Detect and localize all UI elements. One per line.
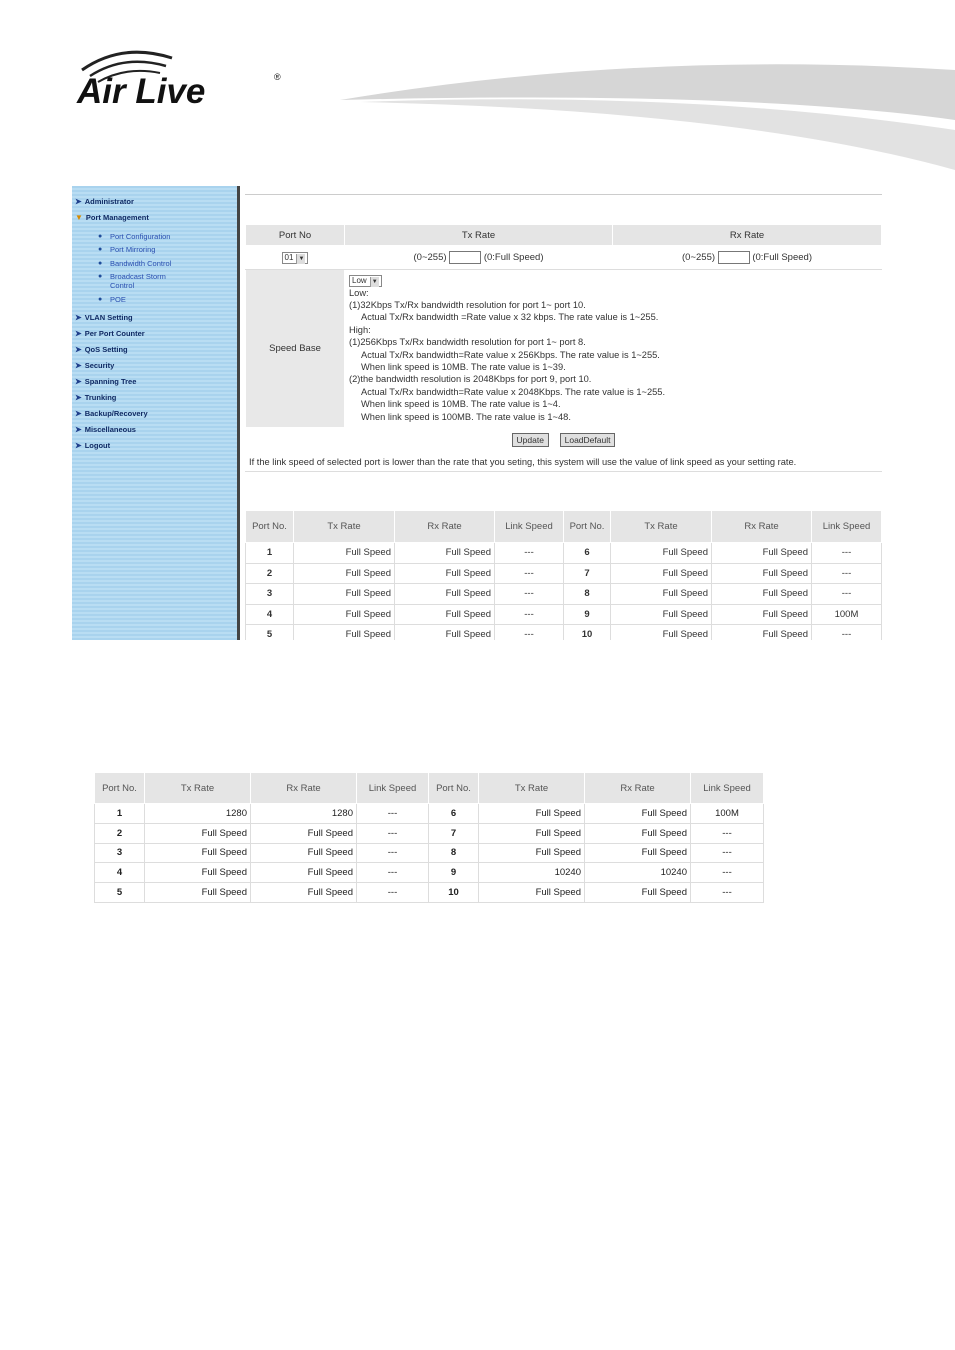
sidebar-subitem-port-mirroring[interactable] — [98, 245, 200, 254]
link-speed-cell: 100M — [812, 604, 882, 625]
col-rx-rate: Rx Rate — [251, 773, 357, 804]
dropdown-arrow-icon: ▼ — [370, 277, 379, 287]
col-rx-rate: Rx Rate — [712, 511, 812, 543]
link-speed-cell: --- — [495, 584, 564, 605]
rx-rate-cell: 1280 — [251, 804, 357, 824]
arrow-right-icon: ➤ — [75, 425, 82, 434]
port-no-cell: 3 — [246, 584, 294, 605]
sidebar-item-label: Security — [84, 361, 115, 370]
tx-rate-cell: Full Speed — [145, 843, 251, 863]
link-speed-cell: --- — [495, 543, 564, 564]
port-no-cell: 9 — [564, 604, 611, 625]
sidebar-subitem-poe[interactable] — [98, 295, 200, 304]
sidebar-item-label: QoS Setting — [84, 345, 128, 354]
airlive-logo — [62, 40, 292, 110]
speed-line: When link speed is 10MB. The rate value is 1~4. — [361, 399, 561, 410]
arrow-right-icon: ➤ — [75, 393, 82, 402]
speed-base-label: Speed Base — [246, 270, 345, 428]
arrow-right-icon: ➤ — [75, 361, 82, 370]
link-speed-cell: --- — [812, 584, 882, 605]
status-table-body — [246, 543, 882, 641]
speed-line: High: — [349, 324, 371, 335]
rx-rate-cell: Full Speed — [712, 625, 812, 641]
switch-web-ui — [72, 186, 882, 640]
load-default-button[interactable]: LoadDefault — [560, 433, 616, 447]
dropdown-arrow-icon: ▼ — [296, 254, 305, 264]
col-tx-rate: Tx Rate — [611, 511, 712, 543]
port-no-cell: 3 — [95, 843, 145, 863]
speed-line: Actual Tx/Rx bandwidth =Rate value x 32 kbps. The rate value is 1~255. — [361, 312, 659, 323]
sidebar-item-label: Miscellaneous — [84, 425, 136, 434]
port-no-cell: 6 — [429, 804, 479, 824]
tx-rate-cell — [345, 246, 613, 270]
tx-full-speed-hint: (0:Full Speed) — [483, 252, 544, 264]
rx-rate-input[interactable] — [718, 251, 750, 264]
arrow-down-icon: ▼ — [75, 213, 83, 222]
port-no-cell: 5 — [95, 883, 145, 903]
logo-text: Air Live — [77, 72, 206, 110]
link-speed-cell: --- — [357, 863, 429, 883]
link-speed-cell: --- — [812, 625, 882, 641]
rx-rate-cell: Full Speed — [251, 823, 357, 843]
tx-rate-cell: Full Speed — [611, 563, 712, 584]
col-link-speed: Link Speed — [691, 773, 764, 804]
tx-rate-cell: Full Speed — [611, 543, 712, 564]
col-tx-rate: Tx Rate — [145, 773, 251, 804]
sidebar-menu — [72, 186, 237, 640]
tx-rate-cell: Full Speed — [479, 843, 585, 863]
port-no-cell: 7 — [429, 823, 479, 843]
table-row — [246, 604, 882, 625]
port-no-cell: 10 — [564, 625, 611, 641]
rx-rate-cell: Full Speed — [395, 584, 495, 605]
speed-line: When link speed is 10MB. The rate value is 1~39. — [361, 361, 566, 372]
rx-rate-cell: Full Speed — [395, 604, 495, 625]
col-port-no: Port No. — [564, 511, 611, 543]
speed-line: When link speed is 100MB. The rate value is 1~48. — [361, 411, 571, 422]
rx-rate-cell: Full Speed — [712, 584, 812, 605]
table-row — [95, 823, 764, 843]
sidebar-subitem-broadcast-storm-control[interactable] — [98, 272, 180, 290]
rx-rate-cell: Full Speed — [712, 563, 812, 584]
table-row — [95, 804, 764, 824]
sidebar-item-vlan-setting[interactable] — [75, 313, 133, 322]
subitem-label: Bandwidth Control — [110, 259, 172, 268]
link-speed-cell: --- — [691, 883, 764, 903]
port-no-cell: 4 — [95, 863, 145, 883]
rx-rate-cell: Full Speed — [251, 843, 357, 863]
arrow-right-icon: ➤ — [75, 345, 82, 354]
sidebar-item-label: Port Management — [85, 213, 149, 222]
col-rx-rate: Rx Rate — [395, 511, 495, 543]
sidebar-item-qos-setting[interactable] — [75, 345, 128, 354]
speed-base-cell — [345, 270, 882, 428]
sidebar-item-label: VLAN Setting — [84, 313, 133, 322]
sidebar-item-port-management[interactable] — [75, 213, 149, 222]
link-speed-cell: --- — [812, 563, 882, 584]
subitem-label: POE — [110, 295, 126, 304]
sidebar-item-backup-recovery[interactable] — [75, 409, 148, 418]
sidebar-item-spanning-tree[interactable] — [75, 377, 136, 386]
update-button[interactable]: Update — [512, 433, 549, 447]
col-port-no: Port No. — [95, 773, 145, 804]
rx-rate-cell: Full Speed — [395, 543, 495, 564]
link-speed-cell: --- — [357, 823, 429, 843]
tx-rate-cell: 1280 — [145, 804, 251, 824]
port-no-cell: 4 — [246, 604, 294, 625]
tx-rate-cell: 10240 — [479, 863, 585, 883]
header-rx-rate: Rx Rate — [613, 225, 882, 246]
header-port-no: Port No — [246, 225, 345, 246]
tx-rate-cell: Full Speed — [145, 823, 251, 843]
main-content — [245, 186, 882, 640]
rx-rate-cell: Full Speed — [395, 625, 495, 641]
col-link-speed: Link Speed — [495, 511, 564, 543]
link-speed-cell: --- — [495, 604, 564, 625]
tx-rate-cell: Full Speed — [294, 563, 395, 584]
link-speed-cell: --- — [691, 863, 764, 883]
col-tx-rate: Tx Rate — [479, 773, 585, 804]
table-row — [246, 543, 882, 564]
tx-rate-cell: Full Speed — [479, 823, 585, 843]
port-select-value: 01 — [284, 252, 294, 262]
rx-rate-cell: 10240 — [585, 863, 691, 883]
tx-rate-cell: Full Speed — [294, 543, 395, 564]
rx-rate-cell: Full Speed — [251, 863, 357, 883]
button-row — [246, 428, 882, 452]
tx-rate-cell: Full Speed — [145, 863, 251, 883]
bandwidth-config-table — [245, 224, 882, 472]
sidebar-item-administrator[interactable] — [75, 197, 134, 206]
link-speed-cell: --- — [691, 823, 764, 843]
arrow-right-icon: ➤ — [75, 409, 82, 418]
table-row — [246, 563, 882, 584]
col-link-speed: Link Speed — [812, 511, 882, 543]
link-speed-cell: --- — [495, 563, 564, 584]
rx-rate-cell: Full Speed — [712, 543, 812, 564]
port-no-cell: 10 — [429, 883, 479, 903]
tx-rate-cell: Full Speed — [611, 625, 712, 641]
sidebar-item-per-port-counter[interactable] — [75, 329, 145, 338]
speed-line: (2)the bandwidth resolution is 2048Kbps for port 9, port 10. — [349, 374, 592, 385]
port-no-cell: 5 — [246, 625, 294, 641]
col-tx-rate: Tx Rate — [294, 511, 395, 543]
arrow-right-icon: ➤ — [75, 441, 82, 450]
table-row — [95, 863, 764, 883]
tx-rate-cell: Full Speed — [611, 604, 712, 625]
col-rx-rate: Rx Rate — [585, 773, 691, 804]
bullet-icon: ● — [98, 296, 103, 303]
link-speed-cell: --- — [691, 843, 764, 863]
sidebar-item-label: Administrator — [84, 197, 134, 206]
port-no-cell: 1 — [95, 804, 145, 824]
tx-rate-input[interactable] — [449, 251, 481, 264]
link-speed-cell: --- — [357, 843, 429, 863]
port-no-cell: 8 — [429, 843, 479, 863]
link-speed-cell: --- — [357, 804, 429, 824]
link-speed-cell: --- — [495, 625, 564, 641]
subitem-label: Port Mirroring — [110, 245, 156, 254]
sidebar-item-security[interactable] — [75, 361, 114, 370]
speed-base-select[interactable] — [349, 275, 382, 287]
rx-full-speed-hint: (0:Full Speed) — [752, 252, 812, 264]
bullet-icon: ● — [98, 233, 103, 240]
port-no-cell: 6 — [564, 543, 611, 564]
rx-rate-cell — [613, 246, 882, 270]
sidebar-item-label: Spanning Tree — [84, 377, 137, 386]
port-no-cell: 2 — [246, 563, 294, 584]
arrow-right-icon: ➤ — [75, 197, 82, 206]
example-table-body — [95, 804, 764, 903]
tx-rate-cell: Full Speed — [294, 584, 395, 605]
sidebar-item-miscellaneous[interactable] — [75, 425, 136, 434]
subitem-label: Port Configuration — [110, 232, 171, 241]
tx-rate-cell: Full Speed — [479, 804, 585, 824]
table-row — [246, 584, 882, 605]
header-swoosh — [340, 60, 955, 180]
subitem-label: Broadcast Storm Control — [110, 272, 166, 290]
port-no-cell: 7 — [564, 563, 611, 584]
sidebar-item-logout[interactable] — [75, 441, 110, 450]
bullet-icon: ● — [98, 246, 103, 253]
link-speed-cell: --- — [812, 543, 882, 564]
bandwidth-status-table — [245, 510, 882, 640]
speed-line: (1)32Kbps Tx/Rx bandwidth resolution for port 1~ port 10. — [349, 299, 586, 310]
speed-line: Low: — [349, 287, 369, 298]
table-row — [95, 843, 764, 863]
col-link-speed: Link Speed — [357, 773, 429, 804]
port-no-cell: 2 — [95, 823, 145, 843]
tx-range-text: (0~255) — [413, 252, 447, 264]
rx-rate-cell: Full Speed — [585, 823, 691, 843]
port-select-cell — [246, 246, 345, 270]
top-rule — [245, 194, 882, 195]
link-speed-cell: 100M — [691, 804, 764, 824]
rx-rate-cell: Full Speed — [585, 883, 691, 903]
port-no-cell: 1 — [246, 543, 294, 564]
sidebar-subitem-port-configuration[interactable] — [98, 232, 200, 241]
sidebar-item-trunking[interactable] — [75, 393, 116, 402]
sidebar-item-label: Per Port Counter — [84, 329, 145, 338]
bullet-icon: ● — [98, 260, 103, 267]
header-tx-rate: Tx Rate — [345, 225, 613, 246]
arrow-right-icon: ➤ — [75, 329, 82, 338]
bullet-icon: ● — [98, 273, 103, 280]
rx-range-text: (0~255) — [682, 252, 716, 264]
sidebar-divider — [237, 186, 240, 640]
tx-rate-cell: Full Speed — [294, 625, 395, 641]
logo-registered-mark: ® — [274, 72, 281, 82]
arrow-right-icon: ➤ — [75, 377, 82, 386]
tx-rate-cell: Full Speed — [479, 883, 585, 903]
speed-line: Actual Tx/Rx bandwidth=Rate value x 2048Kbps. The rate value is 1~255. — [361, 386, 666, 397]
speed-base-select-value: Low — [352, 275, 367, 285]
port-select[interactable] — [282, 252, 309, 264]
tx-rate-cell: Full Speed — [611, 584, 712, 605]
table-row — [95, 883, 764, 903]
sidebar-subitem-bandwidth-control[interactable] — [98, 259, 200, 268]
port-no-cell: 8 — [564, 584, 611, 605]
rx-rate-cell: Full Speed — [712, 604, 812, 625]
col-port-no: Port No. — [246, 511, 294, 543]
rx-rate-cell: Full Speed — [585, 804, 691, 824]
tx-rate-cell: Full Speed — [294, 604, 395, 625]
col-port-no: Port No. — [429, 773, 479, 804]
sidebar-item-label: Backup/Recovery — [84, 409, 148, 418]
speed-line: Actual Tx/Rx bandwidth=Rate value x 256Kbps. The rate value is 1~255. — [361, 349, 660, 360]
link-speed-note: If the link speed of selected port is lower than the rate that you seting, this system will use the value of link speed as your setting rate. — [246, 452, 882, 472]
sidebar-item-label: Trunking — [84, 393, 117, 402]
rx-rate-cell: Full Speed — [585, 843, 691, 863]
rx-rate-cell: Full Speed — [395, 563, 495, 584]
table-row — [246, 625, 882, 641]
arrow-right-icon: ➤ — [75, 313, 82, 322]
port-no-cell: 9 — [429, 863, 479, 883]
link-speed-cell: --- — [357, 883, 429, 903]
tx-rate-cell: Full Speed — [145, 883, 251, 903]
sidebar-item-label: Logout — [84, 441, 111, 450]
rx-rate-cell: Full Speed — [251, 883, 357, 903]
example-bandwidth-table — [94, 772, 764, 903]
speed-line: (1)256Kbps Tx/Rx bandwidth resolution for port 1~ port 8. — [349, 337, 586, 348]
